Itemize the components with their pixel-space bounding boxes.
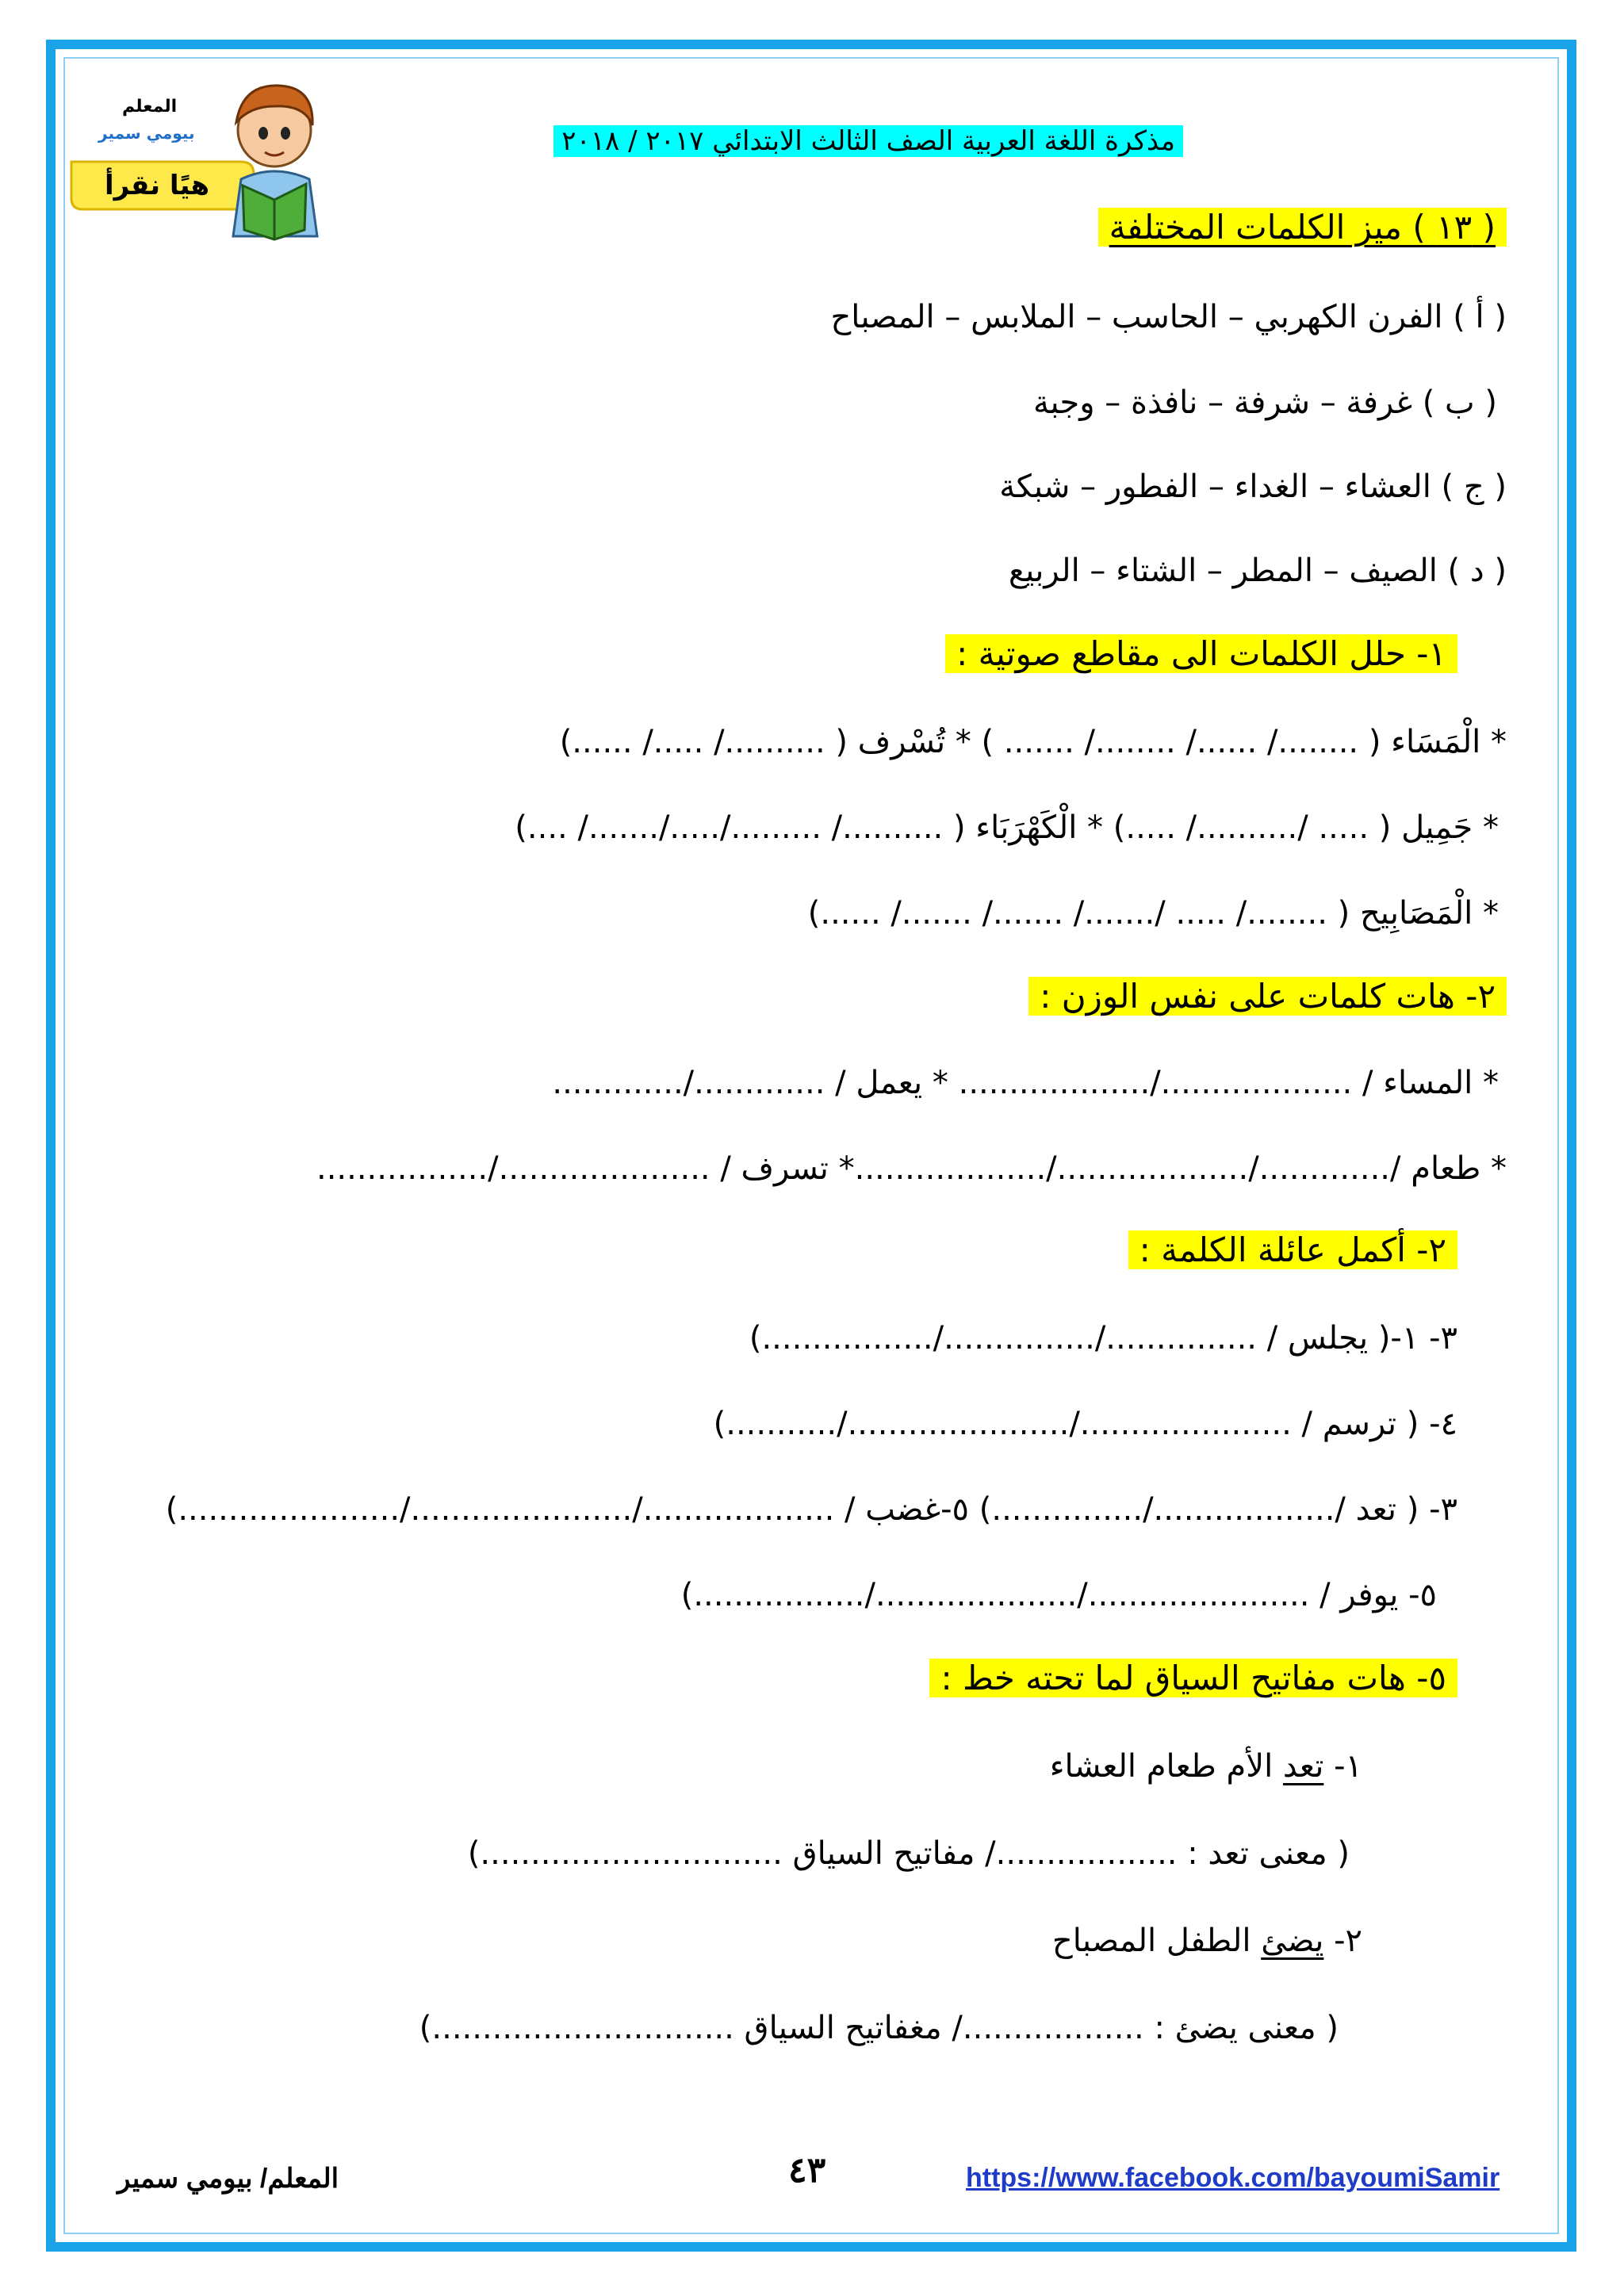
q5-answer-1: ( معنى تعد : ................../ مفاتيح السياق ..............................) <box>467 1835 1350 1872</box>
section13-item-b: ( ب ) غرفة – شرفة – نافذة – وجبة <box>1033 385 1497 421</box>
q2-line-1: * المساء / .................../................... * يعمل / ............./............. <box>552 1065 1499 1101</box>
q3-line-3: ٣- ( تعد /................../...............) ٥-غضب / .................../....................../......................) <box>165 1491 1457 1528</box>
q5-answer-2: ( معنى يضئ : ................../ مغفاتيح السياق ..............................) <box>419 2010 1339 2046</box>
q5-sentence-2 <box>1052 1917 1362 1965</box>
q5-s2-number: ٢- <box>1334 1923 1362 1959</box>
section13-item-d: ( د ) الصيف – المطر – الشتاء – الربيع <box>1008 553 1507 589</box>
logo <box>67 60 352 241</box>
q1-line-2: * جَمِيل ( ..... /........../ .....) * الْكَهْرَبَاء ( ........../ ........./...../......./ ....) <box>515 809 1499 846</box>
logo-teacher-name: بيومي سمير <box>98 124 195 143</box>
section13-item-a: ( أ ) الفرن الكهربي – الحاسب – الملابس – المصباح <box>830 299 1507 335</box>
q5-s1-rest: الأم طعام العشاء <box>1049 1748 1283 1785</box>
q1-title: ١- حلل الكلمات الى مقاطع صوتية : <box>945 634 1457 673</box>
header-banner: مذكرة اللغة العربية الصف الثالث الابتدائي ٢٠١٧ / ٢٠١٨ <box>553 125 1183 157</box>
q2-line-2: * طعام /............./.................../...................* تسرف / ...................../................. <box>316 1150 1507 1187</box>
logo-teacher-label: المعلم <box>122 97 178 117</box>
q3-line-1: ٣- ١-( يجلس / .............../.............../.................) <box>749 1320 1457 1357</box>
q1-line-3: * الْمَصَابِيح ( ......../ ..... /......./ ......./ ......./ ......) <box>807 895 1499 932</box>
q5-title: ٥- هات مفاتيح السياق لما تحته خط : <box>929 1659 1457 1697</box>
section13-item-c: ( ج ) العشاء – الغداء – الفطور – شبكة <box>999 469 1507 505</box>
q5-s2-underlined-word: يضئ <box>1261 1923 1324 1959</box>
q3-line-4: ٥- يوفر / ....................../..................../.................) <box>680 1577 1437 1613</box>
q5-s2-rest: الطفل المصباح <box>1051 1923 1262 1959</box>
page-number: ٤٣ <box>788 2151 826 2190</box>
q5-s1-number: ١- <box>1334 1748 1362 1785</box>
footer-teacher: المعلم/ بيومي سمير <box>117 2164 339 2194</box>
q3-title: ٢- أكمل عائلة الكلمة : <box>1128 1230 1457 1269</box>
q2-title: ٢- هات كلمات على نفس الوزن : <box>1028 977 1507 1016</box>
facebook-link[interactable]: https://www.facebook.com/bayoumiSamir <box>966 2163 1500 2193</box>
logo-tagline: هيًا نقرأ <box>105 170 210 201</box>
q1-line-1: * الْمَسَاء ( ......../ ....../ ......../ ....... ) * تُسْرف ( ........../ ...../ ......) <box>559 724 1507 760</box>
section13-title: ( ١٣ ) ميز الكلمات المختلفة <box>1098 208 1507 247</box>
q5-sentence-1 <box>1050 1743 1362 1790</box>
q5-s1-underlined-word: تعد <box>1282 1748 1324 1785</box>
q3-line-2: ٤- ( ترسم / ...................../....................../...........) <box>713 1406 1457 1442</box>
boy-reading-illustration <box>67 60 352 241</box>
